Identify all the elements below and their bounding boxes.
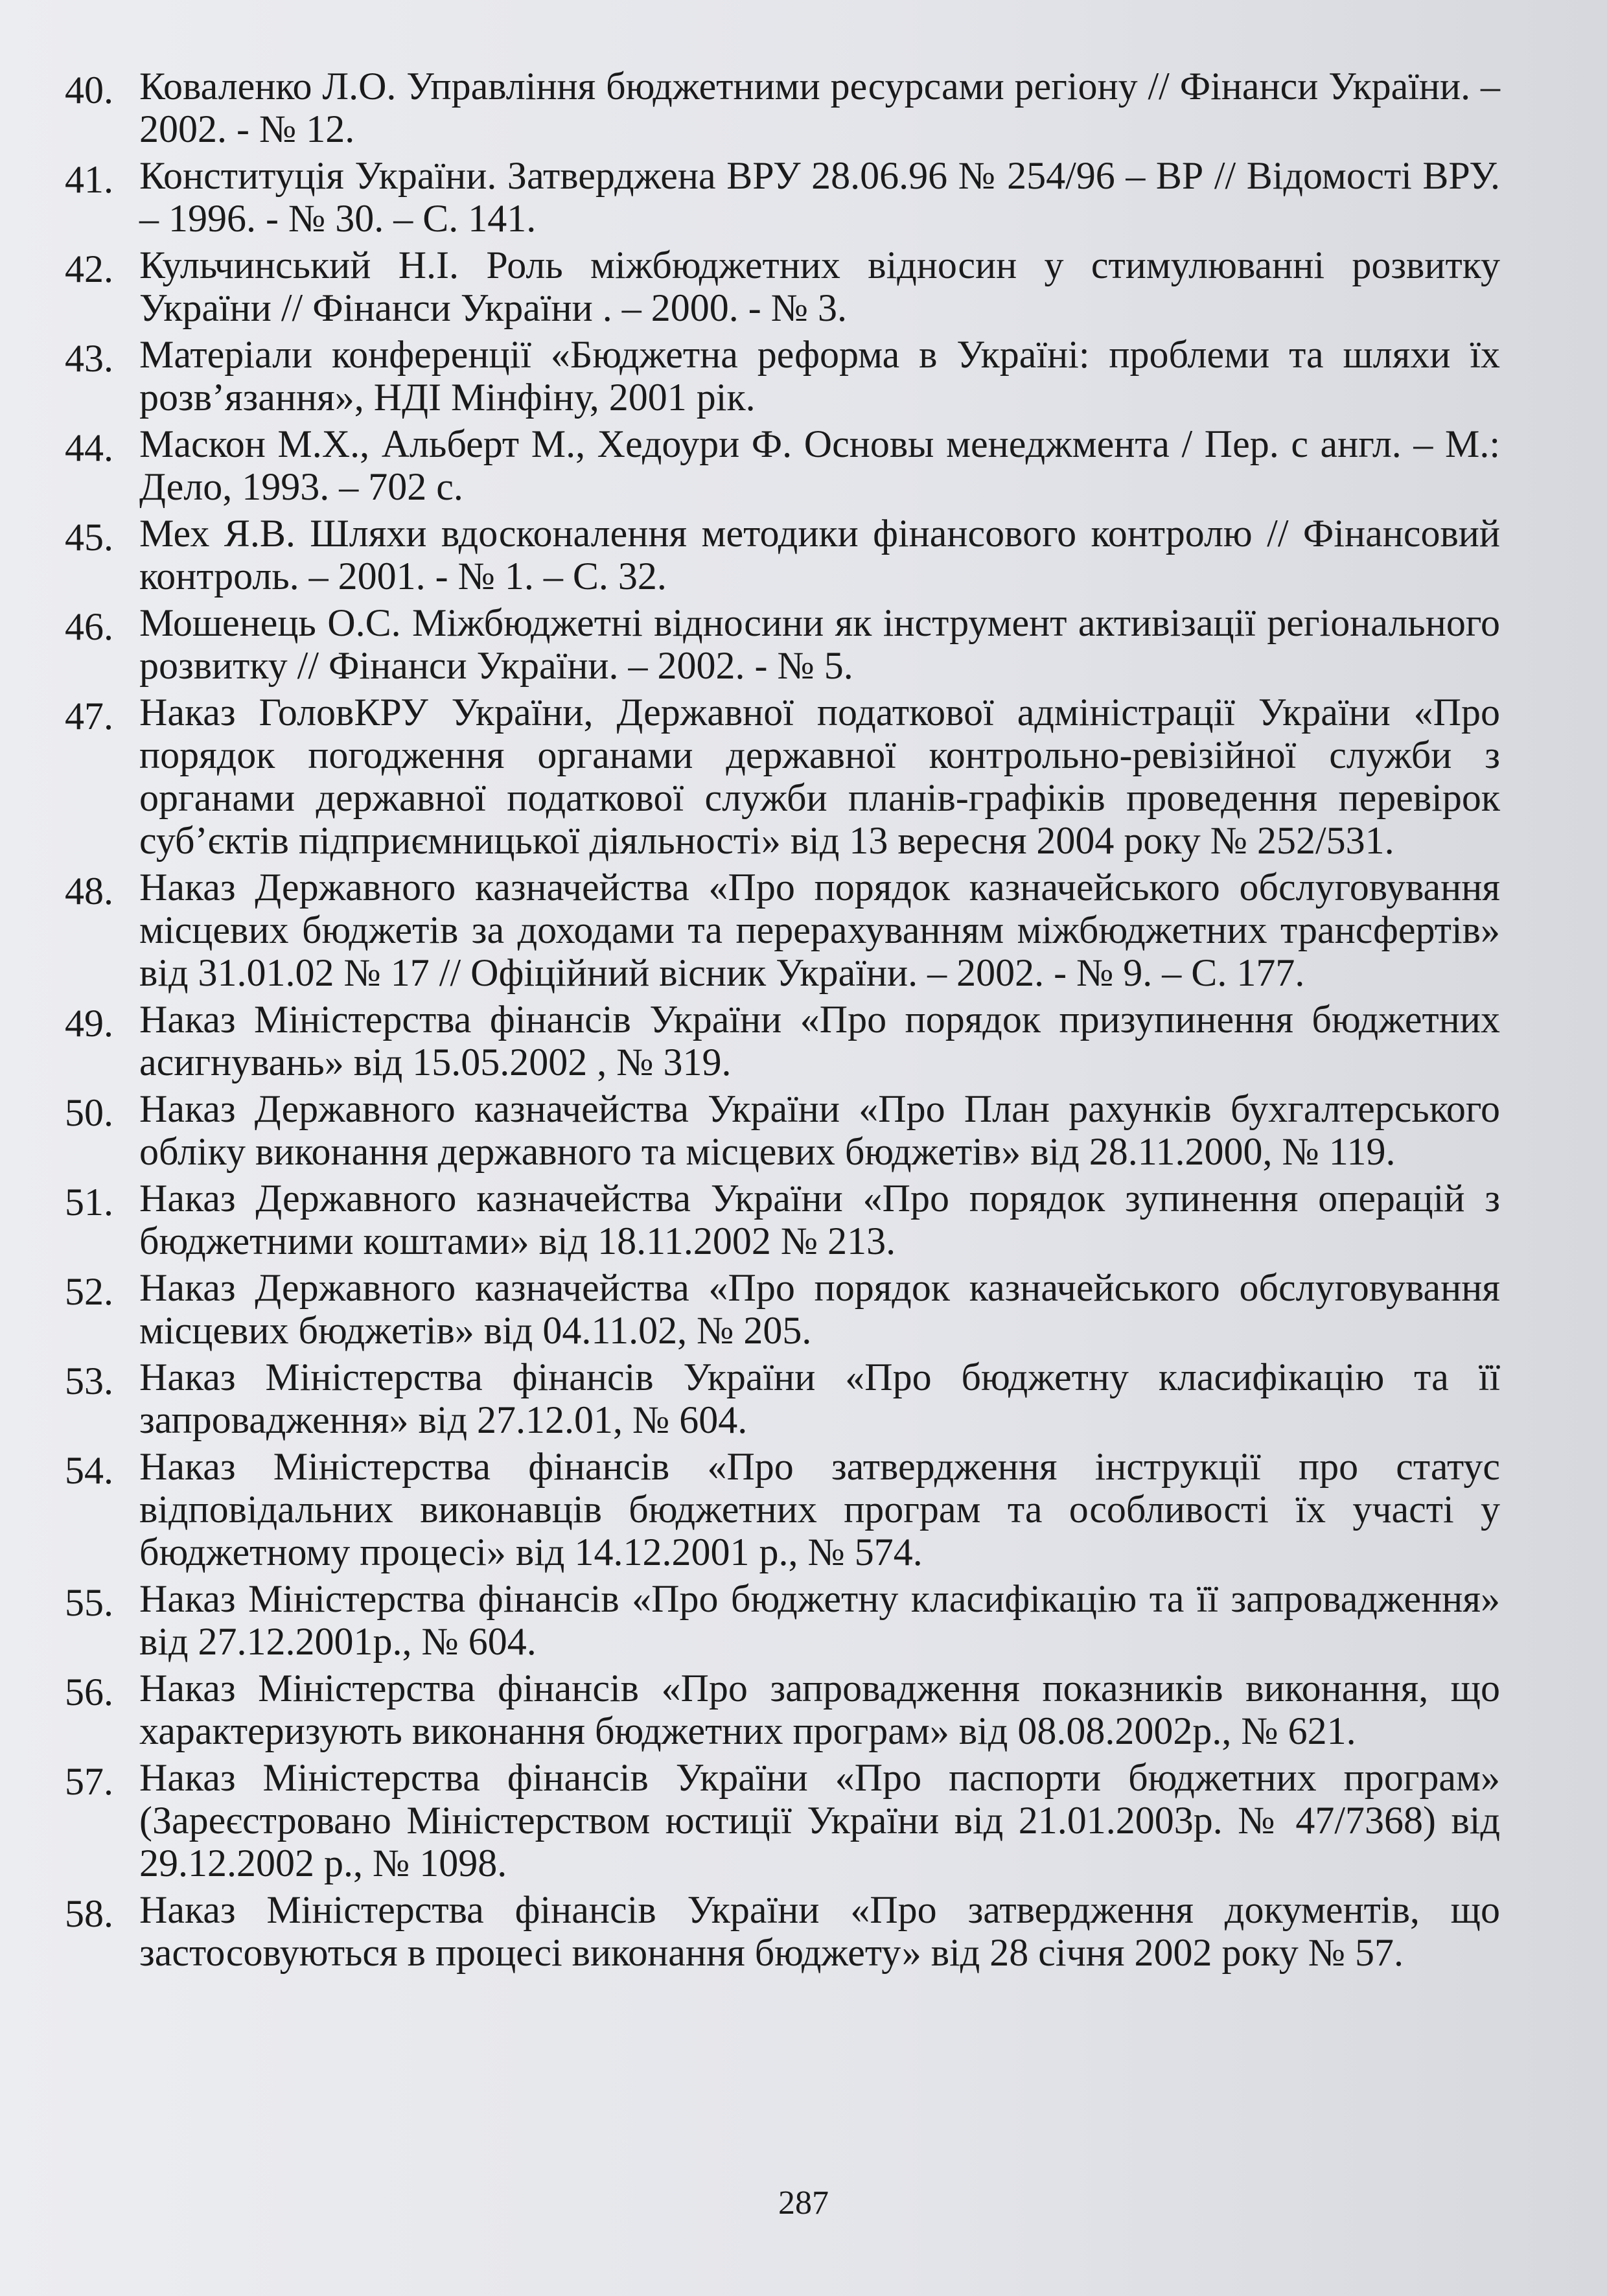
reference-text: Наказ Міністерства фінансів України «Про бюджетну класифікацію та її запровадження» від 27.12.01, № 604. bbox=[139, 1356, 1500, 1441]
reference-text: Наказ Державного казначейства України «Про План рахунків бухгалтерського обліку виконання державного та місцевих бюджетів» від 28.11.2000, № 119. bbox=[139, 1087, 1500, 1173]
reference-text: Наказ Міністерства фінансів України «Про паспорти бюджетних програм» (Зареєстровано Міністерством юстиції України від 21.01.2003р. № 47/7368) від 29.12.2002 р., № 1098. bbox=[139, 1756, 1500, 1884]
reference-text: Наказ Державного казначейства «Про порядок казначейського обслуговування місцевих бюджетів за доходами та перерахуванням міжбюджетних трансфертів» від 31.01.02 № 17 // Офіційний вісник України. – 2002. - № 9. – С. 177. bbox=[139, 866, 1500, 994]
reference-item bbox=[65, 691, 1500, 862]
reference-text: Коваленко Л.О. Управління бюджетними ресурсами регіону // Фінанси України. – 2002. - № 12. bbox=[139, 65, 1500, 150]
reference-item bbox=[65, 998, 1500, 1084]
reference-number: 48. bbox=[65, 870, 113, 912]
reference-number: 57. bbox=[65, 1760, 113, 1803]
reference-text: Наказ Міністерства фінансів України «Про затвердження документів, що застосовуються в процесі виконання бюджету» від 28 січня 2002 року № 57. bbox=[139, 1888, 1500, 1974]
reference-number: 42. bbox=[65, 248, 113, 290]
reference-item bbox=[65, 1888, 1500, 1974]
reference-item bbox=[65, 866, 1500, 994]
reference-number: 54. bbox=[65, 1449, 113, 1492]
reference-item bbox=[65, 1667, 1500, 1752]
reference-number: 41. bbox=[65, 158, 113, 201]
reference-item bbox=[65, 423, 1500, 508]
reference-text: Наказ ГоловКРУ України, Державної податкової адміністрації України «Про порядок погодження органами державної контрольно-ревізійної служби з органами державної податкової служби планів-графіків проведення перевірок суб’єктів підприємницької діяльності» від 13 вересня 2004 року № 252/531. bbox=[139, 691, 1500, 862]
reference-item bbox=[65, 333, 1500, 419]
reference-text: Мех Я.В. Шляхи вдосконалення методики фінансового контролю // Фінансовий контроль. – 2001. - № 1. – С. 32. bbox=[139, 512, 1500, 597]
reference-item bbox=[65, 1266, 1500, 1352]
reference-text: Наказ Державного казначейства України «Про порядок зупинення операцій з бюджетними коштами» від 18.11.2002 № 213. bbox=[139, 1177, 1500, 1262]
reference-number: 56. bbox=[65, 1671, 113, 1713]
page-number: 287 bbox=[778, 2185, 829, 2221]
reference-text: Кульчинський Н.І. Роль міжбюджетних відносин у стимулюванні розвитку України // Фінанси України . – 2000. - № 3. bbox=[139, 244, 1500, 329]
reference-number: 55. bbox=[65, 1581, 113, 1624]
reference-item bbox=[65, 1356, 1500, 1441]
reference-item bbox=[65, 1577, 1500, 1663]
reference-list bbox=[65, 65, 1500, 1978]
reference-text: Конституція України. Затверджена ВРУ 28.06.96 № 254/96 – ВР // Відомості ВРУ. – 1996. - № 30. – С. 141. bbox=[139, 154, 1500, 240]
reference-number: 50. bbox=[65, 1091, 113, 1134]
reference-item bbox=[65, 1756, 1500, 1884]
reference-text: Наказ Міністерства фінансів України «Про порядок призупинення бюджетних асигнувань» від 15.05.2002 , № 319. bbox=[139, 998, 1500, 1084]
reference-text: Маскон М.Х., Альберт М., Хедоури Ф. Основы менеджмента / Пер. с англ. – М.: Дело, 1993. – 702 с. bbox=[139, 423, 1500, 508]
reference-text: Наказ Міністерства фінансів «Про запровадження показників виконання, що характеризують виконання бюджетних програм» від 08.08.2002р., № 621. bbox=[139, 1667, 1500, 1752]
reference-item bbox=[65, 244, 1500, 329]
reference-text: Наказ Міністерства фінансів «Про бюджетну класифікацію та її запровадження» від 27.12.2001р., № 604. bbox=[139, 1577, 1500, 1663]
reference-number: 51. bbox=[65, 1181, 113, 1223]
reference-number: 53. bbox=[65, 1360, 113, 1402]
reference-item bbox=[65, 512, 1500, 597]
reference-item bbox=[65, 1445, 1500, 1573]
reference-text: Наказ Міністерства фінансів «Про затвердження інструкції про статус відповідальних виконавців бюджетних програм та особливості їх участі у бюджетному процесі» від 14.12.2001 р., № 574. bbox=[139, 1445, 1500, 1573]
reference-item bbox=[65, 154, 1500, 240]
reference-text: Наказ Державного казначейства «Про порядок казначейського обслуговування місцевих бюджетів» від 04.11.02, № 205. bbox=[139, 1266, 1500, 1352]
reference-item bbox=[65, 1087, 1500, 1173]
reference-item bbox=[65, 65, 1500, 150]
reference-number: 43. bbox=[65, 337, 113, 380]
reference-number: 45. bbox=[65, 516, 113, 559]
reference-number: 44. bbox=[65, 426, 113, 469]
reference-item bbox=[65, 1177, 1500, 1262]
reference-number: 46. bbox=[65, 605, 113, 648]
reference-text: Матеріали конференції «Бюджетна реформа в Україні: проблеми та шляхи їх розв’язання», НДІ Мінфіну, 2001 рік. bbox=[139, 333, 1500, 419]
reference-number: 40. bbox=[65, 69, 113, 111]
reference-number: 58. bbox=[65, 1892, 113, 1935]
reference-item bbox=[65, 601, 1500, 687]
reference-number: 47. bbox=[65, 695, 113, 737]
reference-number: 52. bbox=[65, 1270, 113, 1313]
reference-text: Мошенець О.С. Міжбюджетні відносини як інструмент активізації регіонального розвитку // Фінанси України. – 2002. - № 5. bbox=[139, 601, 1500, 687]
reference-number: 49. bbox=[65, 1002, 113, 1045]
